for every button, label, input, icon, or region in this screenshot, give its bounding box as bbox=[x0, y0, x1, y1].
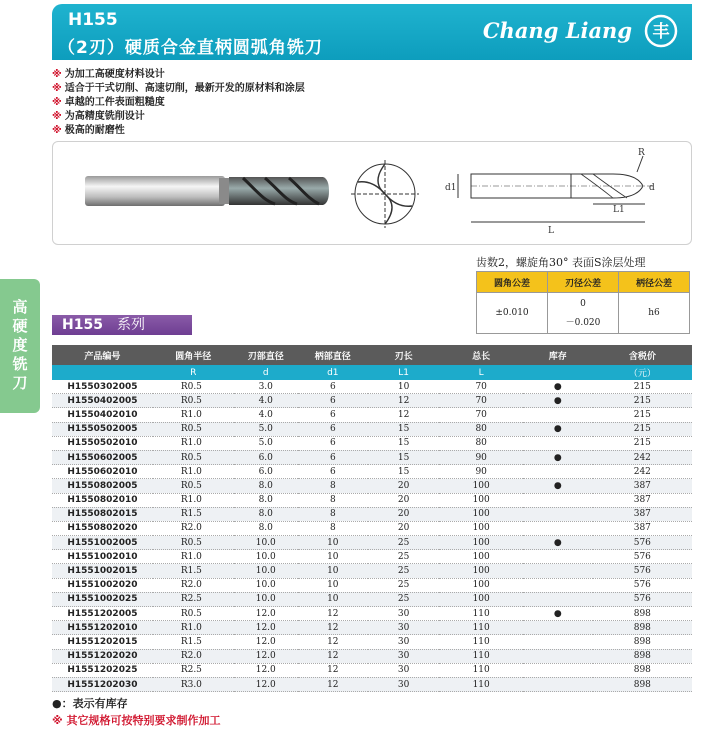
cell-stock: ● bbox=[523, 450, 593, 464]
cell-price: 242 bbox=[593, 450, 692, 464]
feature-marker: ※ bbox=[52, 83, 62, 94]
cell-l: 110 bbox=[439, 677, 522, 691]
cell-stock bbox=[523, 677, 593, 691]
table-row bbox=[52, 578, 692, 592]
cell-code: H1550302005 bbox=[52, 380, 153, 394]
cell-d: 12.0 bbox=[234, 621, 298, 635]
cell-l: 110 bbox=[439, 621, 522, 635]
logo-char: 丰 bbox=[652, 22, 670, 42]
cell-d1: 12 bbox=[298, 663, 368, 677]
product-code-title: H155 bbox=[68, 10, 118, 30]
cell-r: R2.0 bbox=[153, 649, 234, 663]
table-row bbox=[52, 635, 692, 649]
cell-price: 576 bbox=[593, 592, 692, 606]
cell-d1: 6 bbox=[298, 394, 368, 408]
header-banner bbox=[52, 4, 692, 60]
cell-d: 6.0 bbox=[234, 465, 298, 479]
cell-d1: 10 bbox=[298, 592, 368, 606]
cell-stock: ● bbox=[523, 394, 593, 408]
cell-l: 90 bbox=[439, 465, 522, 479]
series-word: 系列 bbox=[116, 317, 145, 333]
cell-d: 8.0 bbox=[234, 521, 298, 535]
category-side-tab: 高硬度铣刀 bbox=[0, 279, 40, 413]
table-row bbox=[52, 564, 692, 578]
cell-stock: ● bbox=[523, 536, 593, 550]
cell-r: R1.5 bbox=[153, 564, 234, 578]
column-header: 含税价 bbox=[593, 345, 692, 365]
cell-l1: 30 bbox=[368, 621, 440, 635]
custom-note: ※ 其它规格可按特别要求制作加工 bbox=[52, 714, 221, 727]
cell-l1: 20 bbox=[368, 507, 440, 521]
tol-diameter-value bbox=[548, 293, 619, 334]
cell-code: H1551202030 bbox=[52, 677, 153, 691]
cell-r: R0.5 bbox=[153, 450, 234, 464]
cell-d1: 10 bbox=[298, 536, 368, 550]
tol-header-shank: 柄径公差 bbox=[619, 272, 690, 293]
cell-r: R1.0 bbox=[153, 465, 234, 479]
column-header: 产品编号 bbox=[52, 345, 153, 365]
column-header: 库存 bbox=[523, 345, 593, 365]
cell-price: 387 bbox=[593, 493, 692, 507]
cell-code: H1550802020 bbox=[52, 521, 153, 535]
cell-l1: 30 bbox=[368, 663, 440, 677]
unit-header: d bbox=[234, 365, 298, 380]
cell-stock bbox=[523, 550, 593, 564]
cell-code: H1550402005 bbox=[52, 394, 153, 408]
feature-item bbox=[52, 68, 305, 82]
cell-l1: 15 bbox=[368, 436, 440, 450]
cell-l1: 15 bbox=[368, 450, 440, 464]
cell-r: R0.5 bbox=[153, 394, 234, 408]
feature-item bbox=[52, 110, 305, 124]
cell-l1: 25 bbox=[368, 592, 440, 606]
cell-stock bbox=[523, 436, 593, 450]
table-row bbox=[52, 479, 692, 493]
cell-stock: ● bbox=[523, 479, 593, 493]
cell-price: 898 bbox=[593, 649, 692, 663]
cell-d1: 6 bbox=[298, 408, 368, 422]
cell-d1: 12 bbox=[298, 635, 368, 649]
tol-diameter-lower: －0.020 bbox=[565, 317, 601, 328]
table-row bbox=[52, 521, 692, 535]
cell-r: R0.5 bbox=[153, 380, 234, 394]
table-row bbox=[52, 380, 692, 394]
cell-d: 10.0 bbox=[234, 592, 298, 606]
brand-name: Chang Liang bbox=[482, 18, 632, 43]
cell-l: 100 bbox=[439, 578, 522, 592]
cell-r: R2.5 bbox=[153, 663, 234, 677]
unit-header bbox=[523, 365, 593, 380]
cell-l: 100 bbox=[439, 592, 522, 606]
cell-d: 10.0 bbox=[234, 564, 298, 578]
cell-price: 576 bbox=[593, 536, 692, 550]
cell-price: 215 bbox=[593, 394, 692, 408]
cell-code: H1550802015 bbox=[52, 507, 153, 521]
cell-d: 10.0 bbox=[234, 578, 298, 592]
cell-r: R1.5 bbox=[153, 507, 234, 521]
unit-header: （元） bbox=[593, 365, 692, 380]
cell-d: 12.0 bbox=[234, 677, 298, 691]
unit-header: R bbox=[153, 365, 234, 380]
cell-l: 100 bbox=[439, 536, 522, 550]
cell-code: H1550802010 bbox=[52, 493, 153, 507]
feature-marker: ※ bbox=[52, 69, 62, 80]
cell-l: 70 bbox=[439, 380, 522, 394]
cell-d1: 6 bbox=[298, 422, 368, 436]
cell-stock bbox=[523, 621, 593, 635]
cell-r: R2.0 bbox=[153, 521, 234, 535]
tol-diameter-upper: 0 bbox=[580, 298, 586, 309]
cell-price: 576 bbox=[593, 578, 692, 592]
cell-d: 8.0 bbox=[234, 507, 298, 521]
table-row bbox=[52, 592, 692, 606]
cell-l: 80 bbox=[439, 422, 522, 436]
cell-l1: 20 bbox=[368, 521, 440, 535]
cell-d1: 8 bbox=[298, 493, 368, 507]
column-header: 刃长 bbox=[368, 345, 440, 365]
cell-l1: 12 bbox=[368, 408, 440, 422]
cell-stock bbox=[523, 592, 593, 606]
cell-price: 387 bbox=[593, 507, 692, 521]
cell-stock bbox=[523, 493, 593, 507]
cell-d: 10.0 bbox=[234, 550, 298, 564]
feature-text: 极高的耐磨性 bbox=[64, 125, 125, 136]
cell-price: 215 bbox=[593, 408, 692, 422]
cell-d: 10.0 bbox=[234, 536, 298, 550]
tol-radius-value: ±0.010 bbox=[477, 293, 548, 334]
cell-d: 4.0 bbox=[234, 394, 298, 408]
table-row bbox=[52, 422, 692, 436]
cell-l: 110 bbox=[439, 607, 522, 621]
tol-header-radius: 圆角公差 bbox=[477, 272, 548, 293]
cell-code: H1550402010 bbox=[52, 408, 153, 422]
cell-d1: 12 bbox=[298, 607, 368, 621]
brand-logo-icon bbox=[644, 14, 678, 48]
cell-d: 8.0 bbox=[234, 479, 298, 493]
cell-stock bbox=[523, 564, 593, 578]
feature-text: 卓越的工件表面粗糙度 bbox=[64, 97, 165, 108]
table-row bbox=[52, 493, 692, 507]
label-r: R bbox=[638, 148, 645, 158]
label-l: L bbox=[548, 226, 554, 236]
cell-r: R2.5 bbox=[153, 592, 234, 606]
cell-l: 100 bbox=[439, 493, 522, 507]
column-header: 圆角半径 bbox=[153, 345, 234, 365]
stock-note: ●：表示有库存 bbox=[52, 697, 128, 710]
cell-stock bbox=[523, 649, 593, 663]
cell-code: H1550802005 bbox=[52, 479, 153, 493]
series-code: H155 bbox=[62, 317, 103, 333]
cell-d: 5.0 bbox=[234, 436, 298, 450]
series-label bbox=[52, 315, 192, 335]
cell-d: 12.0 bbox=[234, 663, 298, 677]
feature-marker: ※ bbox=[52, 125, 62, 136]
feature-text: 为高精度铣削设计 bbox=[64, 111, 145, 122]
cell-d: 6.0 bbox=[234, 450, 298, 464]
cell-r: R3.0 bbox=[153, 677, 234, 691]
cell-l1: 25 bbox=[368, 578, 440, 592]
cell-price: 898 bbox=[593, 621, 692, 635]
cell-r: R0.5 bbox=[153, 422, 234, 436]
cell-l: 100 bbox=[439, 479, 522, 493]
tolerance-table bbox=[476, 271, 690, 334]
cell-d: 5.0 bbox=[234, 422, 298, 436]
cell-d1: 12 bbox=[298, 677, 368, 691]
cell-d1: 8 bbox=[298, 479, 368, 493]
cell-l1: 20 bbox=[368, 479, 440, 493]
cell-price: 387 bbox=[593, 479, 692, 493]
cell-l1: 25 bbox=[368, 564, 440, 578]
cell-price: 242 bbox=[593, 465, 692, 479]
feature-item bbox=[52, 82, 305, 96]
cell-l1: 15 bbox=[368, 465, 440, 479]
cell-price: 576 bbox=[593, 550, 692, 564]
cell-price: 898 bbox=[593, 663, 692, 677]
feature-item bbox=[52, 96, 305, 110]
feature-item bbox=[52, 124, 305, 138]
cell-code: H1550502005 bbox=[52, 422, 153, 436]
cell-stock: ● bbox=[523, 380, 593, 394]
cell-code: H1550602005 bbox=[52, 450, 153, 464]
cell-price: 215 bbox=[593, 436, 692, 450]
table-row bbox=[52, 436, 692, 450]
cell-r: R0.5 bbox=[153, 536, 234, 550]
table-row bbox=[52, 507, 692, 521]
table-row bbox=[52, 465, 692, 479]
cell-stock bbox=[523, 663, 593, 677]
feature-text: 为加工高硬度材料设计 bbox=[64, 69, 165, 80]
cell-d: 3.0 bbox=[234, 380, 298, 394]
cell-d: 12.0 bbox=[234, 649, 298, 663]
table-row bbox=[52, 677, 692, 691]
cell-r: R1.0 bbox=[153, 550, 234, 564]
column-header: 刃部直径 bbox=[234, 345, 298, 365]
cell-l1: 25 bbox=[368, 536, 440, 550]
cell-r: R1.5 bbox=[153, 635, 234, 649]
tol-header-diameter: 刃径公差 bbox=[548, 272, 619, 293]
cell-stock: ● bbox=[523, 422, 593, 436]
label-d1: d1 bbox=[445, 183, 457, 193]
cell-price: 215 bbox=[593, 422, 692, 436]
feature-text: 适合于干式切削、高速切削，最新开发的原材料和涂层 bbox=[64, 83, 305, 94]
cell-d1: 10 bbox=[298, 578, 368, 592]
cell-stock bbox=[523, 578, 593, 592]
table-row bbox=[52, 408, 692, 422]
cell-price: 387 bbox=[593, 521, 692, 535]
table-row bbox=[52, 649, 692, 663]
feature-list bbox=[52, 68, 305, 138]
cell-r: R0.5 bbox=[153, 479, 234, 493]
cell-r: R1.0 bbox=[153, 408, 234, 422]
cell-r: R1.0 bbox=[153, 621, 234, 635]
cell-d1: 6 bbox=[298, 450, 368, 464]
cell-l: 100 bbox=[439, 521, 522, 535]
label-d: d bbox=[649, 183, 655, 193]
cell-d: 8.0 bbox=[234, 493, 298, 507]
table-row bbox=[52, 607, 692, 621]
cell-code: H1551002010 bbox=[52, 550, 153, 564]
cell-l1: 12 bbox=[368, 394, 440, 408]
cell-l1: 30 bbox=[368, 649, 440, 663]
cell-code: H1551202020 bbox=[52, 649, 153, 663]
product-title: （2刃）硬质合金直柄圆弧角铣刀 bbox=[58, 38, 323, 58]
cell-d: 12.0 bbox=[234, 635, 298, 649]
cell-d1: 12 bbox=[298, 621, 368, 635]
table-row bbox=[52, 536, 692, 550]
cell-d1: 6 bbox=[298, 465, 368, 479]
cell-l: 70 bbox=[439, 394, 522, 408]
unit-header: L bbox=[439, 365, 522, 380]
spec-description: 齿数2，螺旋角30° 表面S涂层处理 bbox=[476, 256, 646, 269]
table-row bbox=[52, 663, 692, 677]
cell-d1: 10 bbox=[298, 564, 368, 578]
product-table bbox=[52, 345, 692, 692]
cell-code: H1551202015 bbox=[52, 635, 153, 649]
cell-l1: 15 bbox=[368, 422, 440, 436]
cell-l1: 30 bbox=[368, 607, 440, 621]
cell-price: 576 bbox=[593, 564, 692, 578]
cell-d: 4.0 bbox=[234, 408, 298, 422]
unit-header: d1 bbox=[298, 365, 368, 380]
cell-l: 90 bbox=[439, 450, 522, 464]
table-row bbox=[52, 450, 692, 464]
cell-d1: 12 bbox=[298, 649, 368, 663]
table-row bbox=[52, 621, 692, 635]
feature-marker: ※ bbox=[52, 97, 62, 108]
cell-code: H1551002020 bbox=[52, 578, 153, 592]
cell-d: 12.0 bbox=[234, 607, 298, 621]
unit-header: L1 bbox=[368, 365, 440, 380]
cell-stock bbox=[523, 507, 593, 521]
feature-marker: ※ bbox=[52, 111, 62, 122]
cell-l: 100 bbox=[439, 564, 522, 578]
cell-code: H1551002015 bbox=[52, 564, 153, 578]
cell-r: R1.0 bbox=[153, 493, 234, 507]
tol-shank-value: h6 bbox=[619, 293, 690, 334]
cell-l: 110 bbox=[439, 635, 522, 649]
cell-price: 898 bbox=[593, 607, 692, 621]
cell-l: 110 bbox=[439, 663, 522, 677]
cell-stock bbox=[523, 465, 593, 479]
cell-l: 100 bbox=[439, 507, 522, 521]
cell-d1: 10 bbox=[298, 550, 368, 564]
table-row bbox=[52, 394, 692, 408]
table-row bbox=[52, 550, 692, 564]
cell-l1: 20 bbox=[368, 493, 440, 507]
cell-code: H1551202025 bbox=[52, 663, 153, 677]
cell-l: 100 bbox=[439, 550, 522, 564]
cell-l1: 25 bbox=[368, 550, 440, 564]
column-header: 柄部直径 bbox=[298, 345, 368, 365]
cell-r: R1.0 bbox=[153, 436, 234, 450]
cell-code: H1551002005 bbox=[52, 536, 153, 550]
cell-stock bbox=[523, 635, 593, 649]
cell-price: 898 bbox=[593, 635, 692, 649]
tool-drawing-panel bbox=[52, 141, 692, 245]
unit-header bbox=[52, 365, 153, 380]
cell-price: 898 bbox=[593, 677, 692, 691]
cell-stock bbox=[523, 408, 593, 422]
end-view-drawing bbox=[351, 160, 419, 228]
cell-l1: 10 bbox=[368, 380, 440, 394]
label-l1: L1 bbox=[613, 205, 625, 215]
end-mill-photo bbox=[85, 176, 329, 206]
cell-d1: 8 bbox=[298, 521, 368, 535]
cell-l1: 30 bbox=[368, 677, 440, 691]
cell-stock: ● bbox=[523, 607, 593, 621]
cell-l: 80 bbox=[439, 436, 522, 450]
cell-price: 215 bbox=[593, 380, 692, 394]
cell-r: R0.5 bbox=[153, 607, 234, 621]
cell-code: H1551202010 bbox=[52, 621, 153, 635]
cell-l: 110 bbox=[439, 649, 522, 663]
cell-d1: 6 bbox=[298, 436, 368, 450]
column-header: 总长 bbox=[439, 345, 522, 365]
cell-d1: 6 bbox=[298, 380, 368, 394]
notes bbox=[52, 695, 221, 729]
cell-code: H1550602010 bbox=[52, 465, 153, 479]
cell-code: H1551002025 bbox=[52, 592, 153, 606]
cell-d1: 8 bbox=[298, 507, 368, 521]
cell-code: H1551202005 bbox=[52, 607, 153, 621]
cell-stock bbox=[523, 521, 593, 535]
cell-l1: 30 bbox=[368, 635, 440, 649]
cell-l: 70 bbox=[439, 408, 522, 422]
cell-code: H1550502010 bbox=[52, 436, 153, 450]
cell-r: R2.0 bbox=[153, 578, 234, 592]
